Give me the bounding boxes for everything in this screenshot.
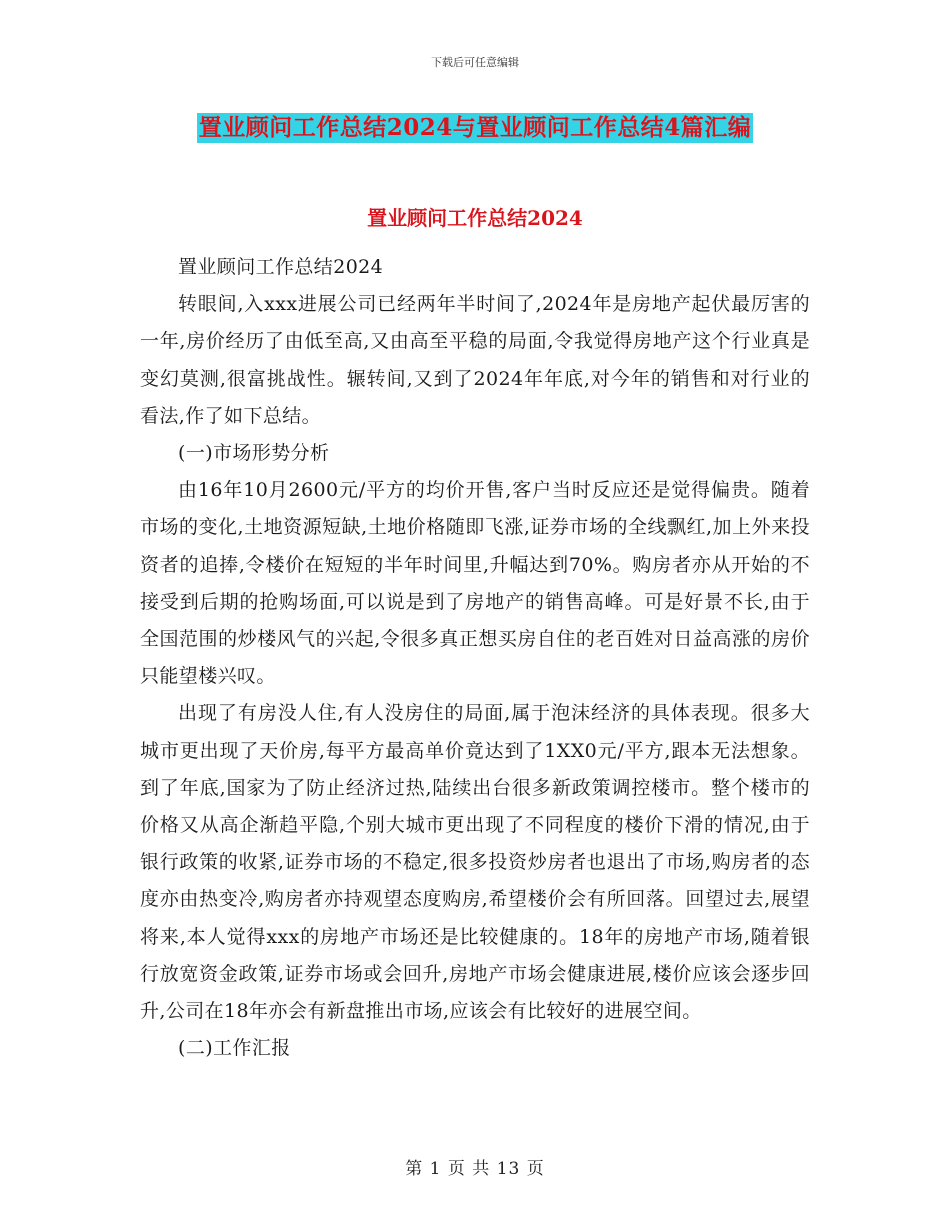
document-body [140,249,810,1067]
main-title: 置业顾问工作总结2024与置业顾问工作总结4篇汇编 [198,114,752,141]
main-title-container [0,113,950,143]
section-title: 置业顾问工作总结2024 [367,206,583,230]
paragraph: 转眼间,入xxx进展公司已经两年半时间了,2024年是房地产起伏最厉害的一年,房价经历了由低至高,又由高至平稳的局面,令我觉得房地产这个行业真是变幻莫测,很富挑战性。辗转间,又到了2024年年底,对今年的销售和对行业的看法,作了如下总结。 [140,293,810,427]
header-note: 下载后可任意编辑 [431,56,519,69]
paragraph: (一)市场形势分析 [178,442,330,465]
paragraph: 出现了有房没人住,有人没房住的局面,属于泡沫经济的具体表现。很多大城市更出现了天价房,每平方最高单价竟达到了1XX0元/平方,跟本无法想象。到了年底,国家为了防止经济过热,陆续出台很多新政策调控楼市。整个楼市的价格又从高企渐趋平隐,个别大城市更出现了不同程度的楼价下滑的情况,由于银行政策的收紧,证券市场的不稳定,很多投资炒房者也退出了市场,购房者的态度亦由热变冷,购房者亦持观望态度购房,希望楼价会有所回落。回望过去,展望将来,本人觉得xxx的房地产市场还是比较健康的。18年的房地产市场,随着银行放宽资金政策,证券市场或会回升,房地产市场会健康进展,楼价应该会逐步回升,公司在18年亦会有新盘推出市场,应该会有比较好的进展空间。 [140,702,810,1023]
page-footer: 第 1 页 共 13 页 [405,1159,545,1179]
paragraph: (二)工作汇报 [178,1037,291,1060]
paragraph: 置业顾问工作总结2024 [178,256,384,278]
paragraph: 由16年10月2600元/平方的均价开售,客户当时反应还是觉得偏贵。随着市场的变化,土地资源短缺,土地价格随即飞涨,证券市场的全线飘红,加上外来投资者的追捧,令楼价在短短的半年时间里,升幅达到70%。购房者亦从开始的不接受到后期的抢购场面,可以说是到了房地产的销售高峰。可是好景不长,由于全国范围的炒楼风气的兴起,令很多真正想买房自住的老百姓对日益高涨的房价只能望楼兴叹。 [140,479,810,688]
